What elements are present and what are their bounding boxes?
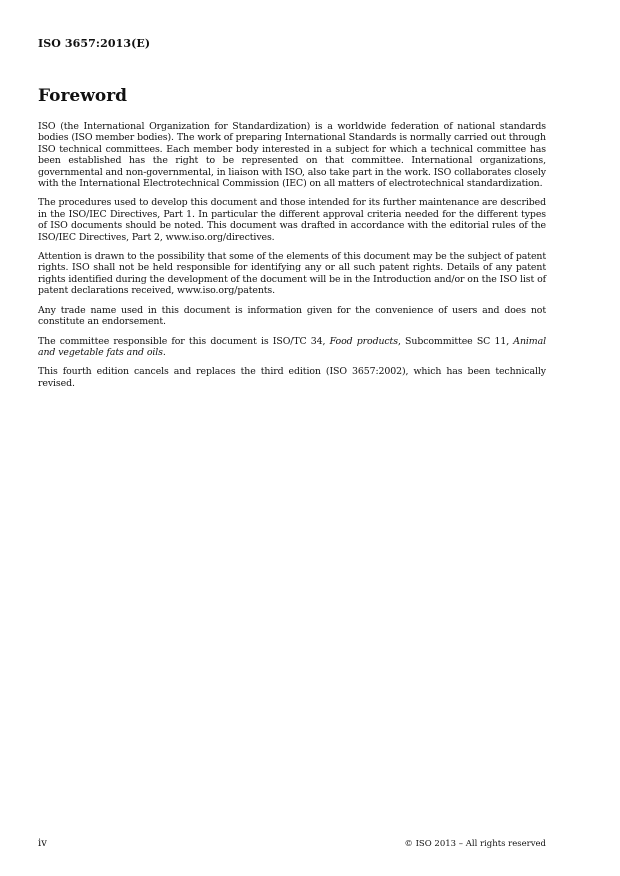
committee-text-middle: , Subcommittee SC 11, <box>397 335 514 347</box>
page-title: Foreword <box>38 86 128 106</box>
document-reference: ISO 3657:2013(E) <box>38 37 151 50</box>
paragraph-iso-overview: ISO (the International Organization for Standardization) is a worldwide federation of national standards bodies (ISO member bodies). The work of preparing International Standards is normally carried out through ISO technical committees. Each member body interested in a subject for which a technical committee has been established has the right to be represented on that committee. International organizations, governmental and non-governmental, in liaison with ISO, also take part in the work. ISO collaborates closely with the International Electrotechnical Commission (IEC) on all matters of electrotechnical standardization. <box>38 121 546 190</box>
subcommittee-name: Animal and vegetable fats and oils <box>38 335 546 358</box>
foreword-body <box>38 121 546 397</box>
paragraph-committee <box>38 336 546 359</box>
paragraph-trade-name: Any trade name used in this document is information given for the convenience of users and does not constitute an endorsement. <box>38 304 546 328</box>
paragraph-edition: This fourth edition cancels and replaces the third edition (ISO 3657:2002), which has been technically revised. <box>38 366 546 389</box>
paragraph-patents: Attention is drawn to the possibility that some of the elements of this document may be the subject of patent rights. ISO shall not be held responsible for identifying any or all such patent rights. Details of any patent rights identified during the development of the document will be in the Introduction and/or on the ISO list of patent declarations received, www.iso.org/patents. <box>38 251 546 297</box>
page-number: iv <box>38 838 47 849</box>
committee-text-prefix: The committee responsible for this document is ISO/TC 34, <box>38 335 330 347</box>
committee-text-suffix: . <box>162 346 166 358</box>
copyright-notice: © ISO 2013 – All rights reserved <box>404 839 546 849</box>
committee-name: Food products <box>329 335 398 347</box>
paragraph-procedures: The procedures used to develop this document and those intended for its further maintenance are described in the ISO/IEC Directives, Part 1. In particular the different approval criteria needed for the different types of ISO documents should be noted. This document was drafted in accordance with the editorial rules of the ISO/IEC Directives, Part 2, www.iso.org/directives. <box>38 197 546 243</box>
